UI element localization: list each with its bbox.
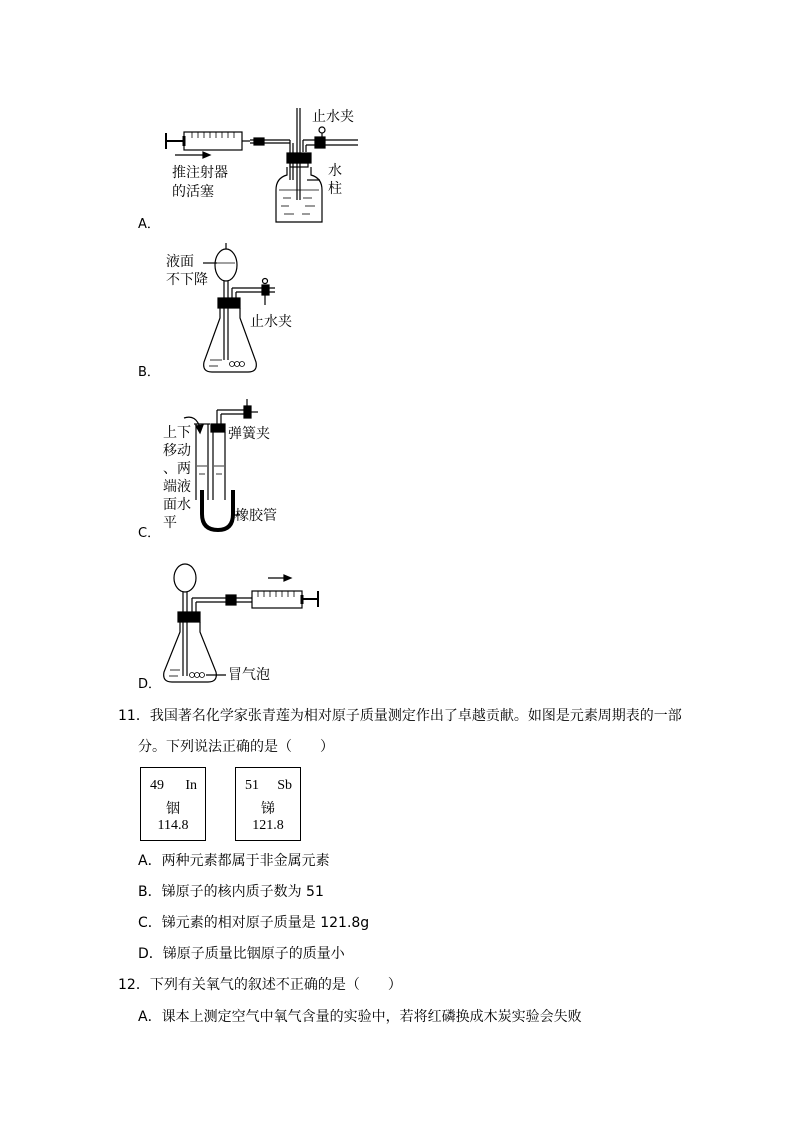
diagram-a-push-label-line2: 的活塞 xyxy=(172,184,214,200)
element-number: 49 xyxy=(150,778,164,793)
diagram-b-level-label-line1: 液面 xyxy=(166,254,194,270)
element-symbol: In xyxy=(185,778,197,793)
diagram-c-move-label-2: 移动 xyxy=(163,443,191,459)
q11-option-c: C．锑元素的相对原子质量是 121.8g xyxy=(138,915,370,931)
diagram-a-push-label-line1: 推注射器 xyxy=(172,165,228,181)
q11-option-a: A．两种元素都属于非金属元素 xyxy=(138,853,330,869)
element-name: 锑 xyxy=(261,801,275,817)
diagram-c-move-label-1: 上下 xyxy=(163,425,191,441)
q12-option-a: A．课本上测定空气中氧气含量的实验中，若将红磷换成木炭实验会失败 xyxy=(138,1009,582,1025)
element-cell-antimony xyxy=(235,767,301,841)
diagram-c-option-label: C． xyxy=(138,526,161,541)
q11-option-b: B．锑原子的核内质子数为 51 xyxy=(138,884,324,900)
diagram-c-rubber-tube-label: 橡胶管 xyxy=(235,508,277,524)
diagram-c-move-label-6: 平 xyxy=(163,515,177,531)
diagram-a-water-label-line2: 柱 xyxy=(328,181,342,197)
diagram-b-level-label-line2: 不下降 xyxy=(166,272,208,288)
diagram-a-option-label: A． xyxy=(138,217,160,232)
element-cell-indium xyxy=(140,767,206,841)
q12-stem: 12．下列有关氧气的叙述不正确的是（ ） xyxy=(118,977,402,993)
q11-option-d: D．锑原子质量比铟原子的质量小 xyxy=(138,946,345,962)
diagram-b-option-label: B． xyxy=(138,365,160,380)
q11-stem-line1: 11．我国著名化学家张青莲为相对原子质量测定作出了卓越贡献。如图是元素周期表的一部 xyxy=(118,708,682,724)
diagram-c-move-label-3: 、两 xyxy=(163,461,191,477)
element-mass: 121.8 xyxy=(252,818,284,833)
element-name: 铟 xyxy=(166,801,180,817)
diagram-d-option-label: D． xyxy=(138,677,162,692)
diagram-c-spring-clamp-label: 弹簧夹 xyxy=(228,426,270,442)
diagram-a-clamp-label: 止水夹 xyxy=(312,109,354,125)
diagram-c-move-label-5: 面水 xyxy=(163,497,191,513)
diagram-b-clamp-label: 止水夹 xyxy=(250,314,292,330)
element-mass: 114.8 xyxy=(157,818,189,833)
diagram-c-move-label-4: 端液 xyxy=(163,479,191,495)
diagram-d-bubbles-label: 冒气泡 xyxy=(228,667,270,683)
element-symbol: Sb xyxy=(277,778,292,793)
element-number: 51 xyxy=(245,778,259,793)
q11-stem-line2: 分。下列说法正确的是（ ） xyxy=(138,739,334,755)
diagram-a-water-label-line1: 水 xyxy=(328,163,342,179)
